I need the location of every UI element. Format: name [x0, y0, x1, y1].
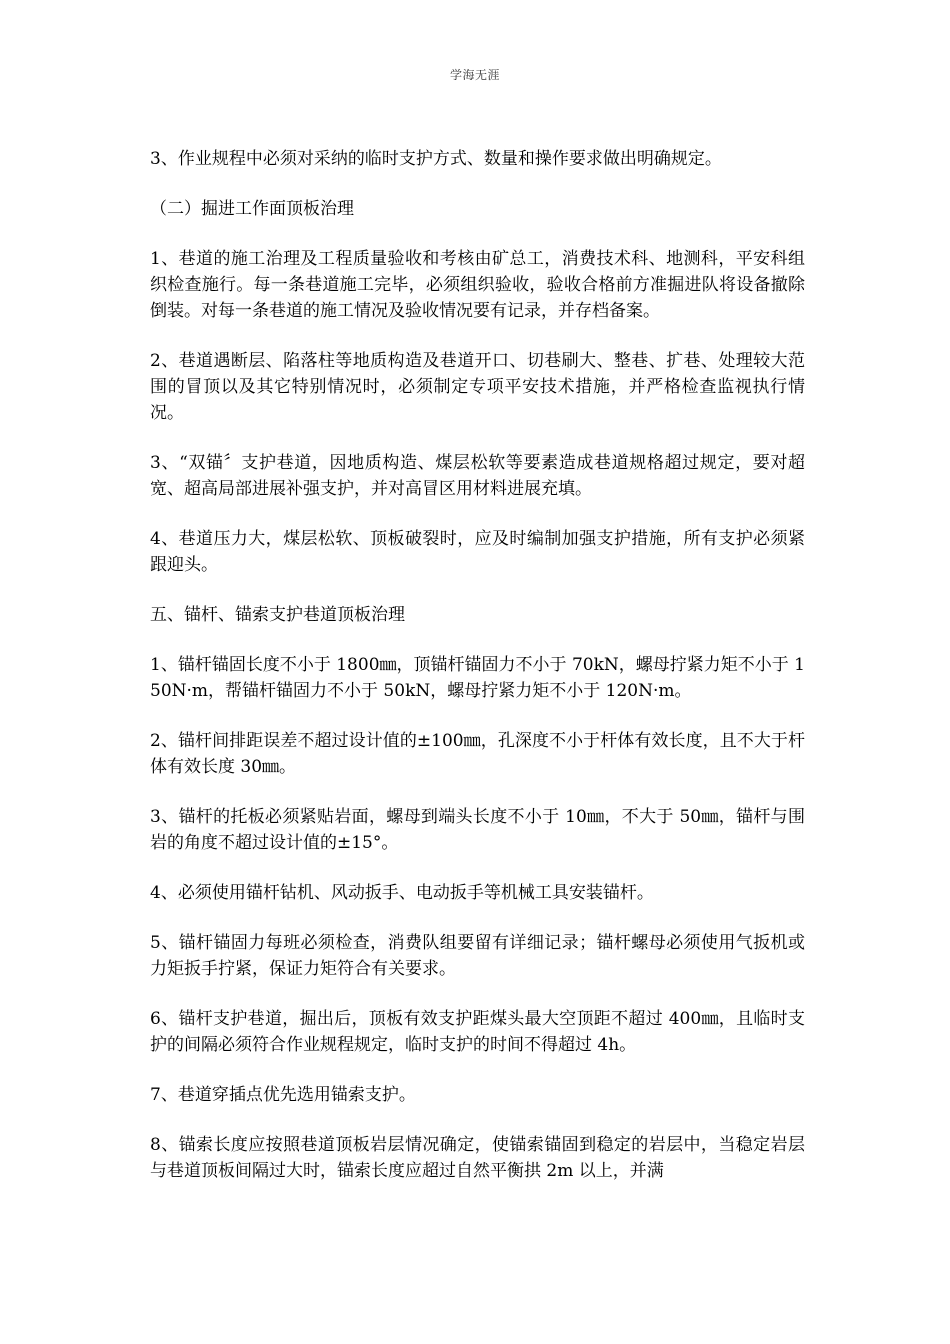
paragraph: 3、锚杆的托板必须紧贴岩面，螺母到端头长度不小于 10㎜，不大于 50㎜，锚杆与围岩的角度不超过设计值的±15°。 — [150, 807, 805, 853]
paragraph: 1、锚杆锚固长度不小于 1800㎜，顶锚杆锚固力不小于 70kN，螺母拧紧力矩不小于 150N·m，帮锚杆锚固力不小于 50kN，螺母拧紧力矩不小于 120N·m。 — [150, 655, 805, 701]
paragraph: 1、巷道的施工治理及工程质量验收和考核由矿总工，消费技术科、地测科，平安科组织检查施行。每一条巷道施工完毕，必须组织验收，验收合格前方准掘进队将设备撤除倒装。对每一条巷道的施工情况及验收情况要有记录，并存档备案。 — [150, 249, 805, 321]
paragraph: 6、锚杆支护巷道，掘出后，顶板有效支护距煤头最大空顶距不超过 400㎜，且临时支护的间隔必须符合作业规程规定，临时支护的时间不得超过 4h。 — [150, 1009, 805, 1055]
paragraph: 3、“双锚〞支护巷道，因地质构造、煤层松软等要素造成巷道规格超过规定，要对超宽、超高局部进展补强支护，并对高冒区用材料进展充填。 — [150, 453, 805, 499]
paragraph: 8、锚索长度应按照巷道顶板岩层情况确定，使锚索锚固到稳定的岩层中，当稳定岩层与巷道顶板间隔过大时，锚索长度应超过自然平衡拱 2m 以上，并满 — [150, 1135, 805, 1181]
paragraph: 2、巷道遇断层、陷落柱等地质构造及巷道开口、切巷刷大、整巷、扩巷、处理较大范围的冒顶以及其它特别情况时，必须制定专项平安技术措施，并严格检查监视执行情况。 — [150, 351, 805, 423]
paragraph: 4、必须使用锚杆钻机、风动扳手、电动扳手等机械工具安装锚杆。 — [150, 883, 654, 903]
document-body — [150, 146, 805, 1208]
paragraph: 2、锚杆间排距误差不超过设计值的±100㎜，孔深度不小于杆体有效长度，且不大于杆体有效长度 30㎜。 — [150, 731, 805, 777]
paragraph: 4、巷道压力大，煤层松软、顶板破裂时，应及时编制加强支护措施，所有支护必须紧跟迎头。 — [150, 529, 805, 575]
section-heading: （二）掘进工作面顶板治理 — [150, 199, 354, 219]
paragraph: 7、巷道穿插点优先选用锚索支护。 — [150, 1085, 416, 1105]
paragraph: 3、作业规程中必须对采纳的临时支护方式、数量和操作要求做出明确规定。 — [150, 149, 722, 169]
page-header: 学海无涯 — [449, 68, 500, 82]
paragraph: 5、锚杆锚固力每班必须检查，消费队组要留有详细记录；锚杆螺母必须使用气扳机或力矩扳手拧紧，保证力矩符合有关要求。 — [150, 933, 805, 979]
section-heading: 五、锚杆、锚索支护巷道顶板治理 — [150, 605, 405, 625]
